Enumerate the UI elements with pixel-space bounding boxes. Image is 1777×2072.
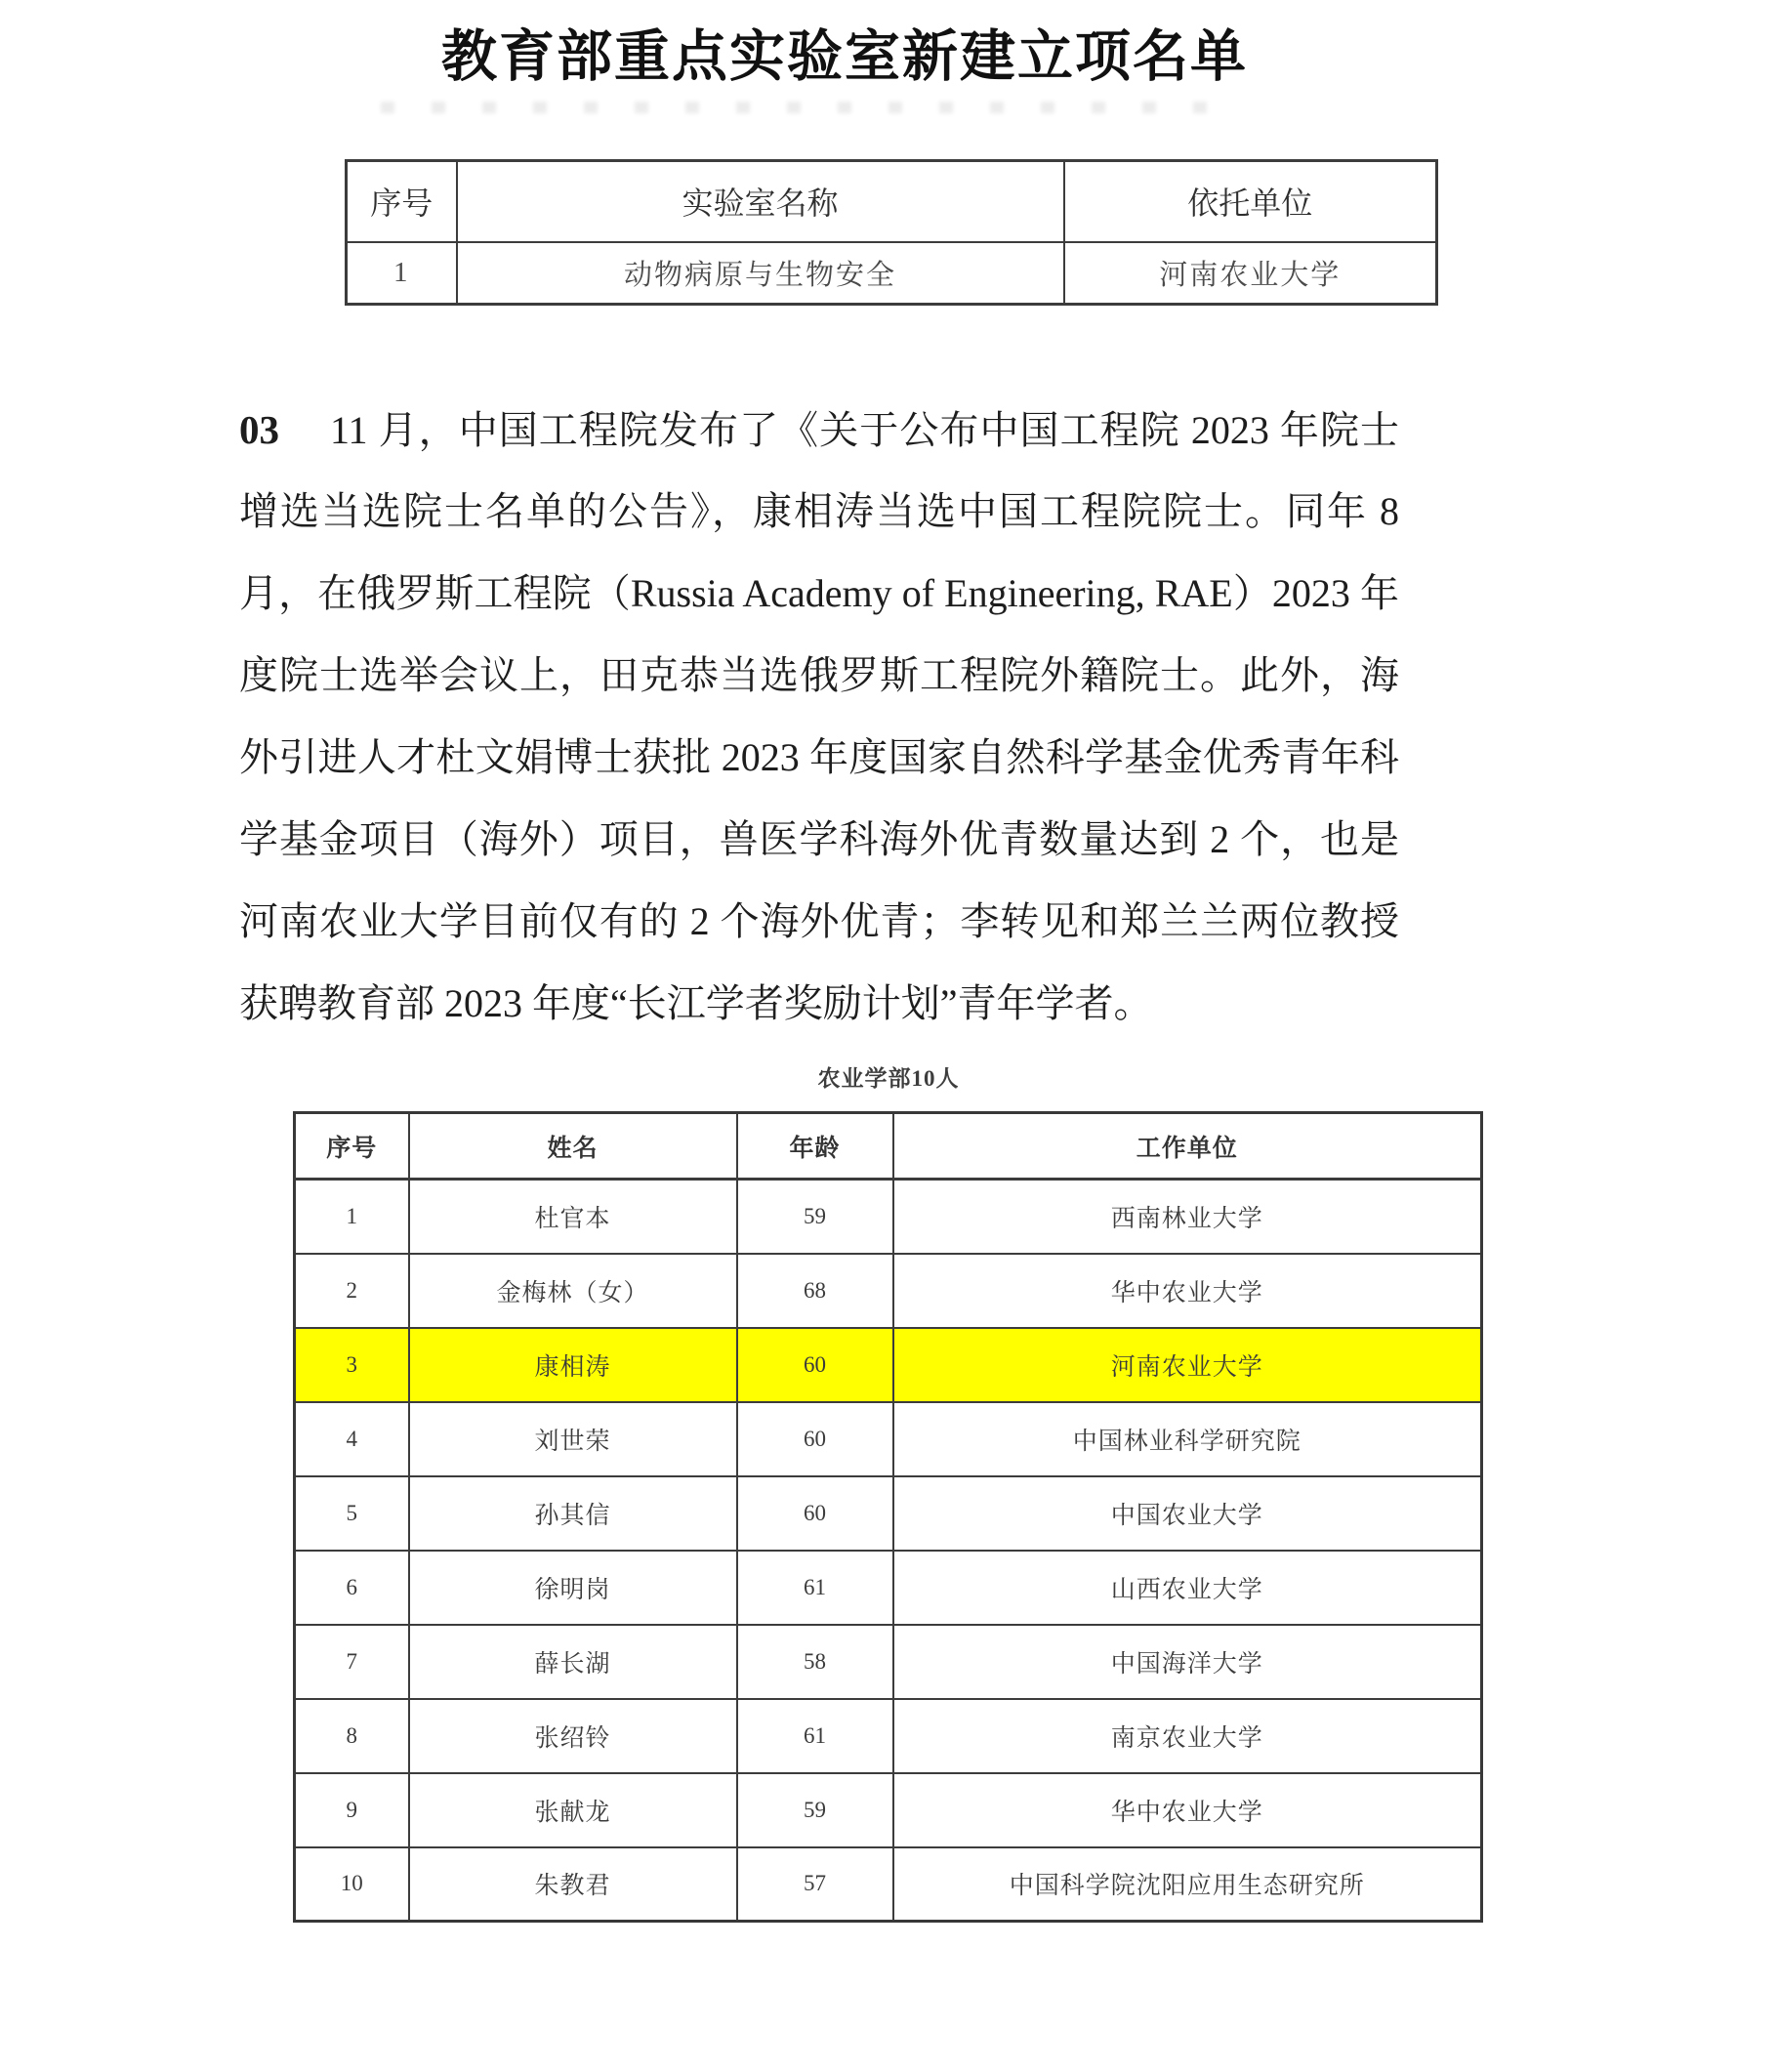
acad-header-no: 序号 [295,1113,409,1180]
cell-no: 5 [295,1476,409,1551]
cell-name: 刘世荣 [409,1402,737,1476]
cell-age: 58 [737,1625,893,1699]
cell-no: 10 [295,1847,409,1922]
paragraph-line: 学基金项目（海外）项目，兽医学科海外优青数量达到 2 个，也是 [239,817,1399,861]
paragraph-line-text: 11 月，中国工程院发布了《关于公布中国工程院 2023 年院士 [330,408,1399,452]
lab-table-header-row [347,161,1437,242]
cell-age: 60 [737,1476,893,1551]
cell-age: 59 [737,1773,893,1847]
cell-no: 3 [295,1328,409,1402]
academicians-table [293,1111,1483,1923]
table-row [295,1402,1482,1476]
cell-age: 57 [737,1847,893,1922]
page-title: 教育部重点实验室新建立项名单 [441,25,1248,88]
cell-name: 徐明岗 [409,1551,737,1625]
cell-age: 61 [737,1699,893,1773]
table-row [295,1254,1482,1328]
lab-header-org: 依托单位 [1064,161,1437,242]
lab-table [345,159,1438,306]
cell-name: 张献龙 [409,1773,737,1847]
lab-cell-no: 1 [347,242,457,305]
acad-header-age: 年龄 [737,1113,893,1180]
cell-no: 1 [295,1180,409,1254]
cell-age: 60 [737,1328,893,1402]
cell-no: 2 [295,1254,409,1328]
table-row [295,1180,1482,1254]
cell-org: 华中农业大学 [893,1254,1482,1328]
cell-no: 8 [295,1699,409,1773]
paragraph-line: 河南农业大学目前仅有的 2 个海外优青；李转见和郑兰兰两位教授 [239,899,1399,943]
cell-age: 61 [737,1551,893,1625]
intro-paragraph [239,389,1399,1045]
paragraph-line: 度院士选举会议上，田克恭当选俄罗斯工程院外籍院士。此外，海 [239,653,1399,697]
cell-name: 朱教君 [409,1847,737,1922]
paragraph-line [239,389,1399,471]
cell-no: 6 [295,1551,409,1625]
table-row [295,1625,1482,1699]
lab-header-no: 序号 [347,161,457,242]
cell-name: 康相涛 [409,1328,737,1402]
scan-artifact-smudge [381,102,1240,113]
table-row [295,1476,1482,1551]
cell-name: 杜官本 [409,1180,737,1254]
cell-no: 9 [295,1773,409,1847]
lab-header-name: 实验室名称 [457,161,1064,242]
cell-org: 南京农业大学 [893,1699,1482,1773]
lab-cell-name: 动物病原与生物安全 [457,242,1064,305]
cell-org: 中国农业大学 [893,1476,1482,1551]
cell-name: 孙其信 [409,1476,737,1551]
cell-no: 7 [295,1625,409,1699]
cell-org: 西南林业大学 [893,1180,1482,1254]
paragraph-line: 月，在俄罗斯工程院（Russia Academy of Engineering, RAE）2023 年 [239,571,1399,615]
lab-cell-org: 河南农业大学 [1064,242,1437,305]
table-caption: 农业学部10人 [817,1066,960,1091]
table-row [347,242,1437,305]
cell-name: 张绍铃 [409,1699,737,1773]
cell-org: 中国林业科学研究院 [893,1402,1482,1476]
cell-age: 59 [737,1180,893,1254]
table-row-highlighted [295,1328,1482,1402]
cell-org: 中国科学院沈阳应用生态研究所 [893,1847,1482,1922]
table-row [295,1699,1482,1773]
table-row [295,1847,1482,1922]
acad-header-name: 姓名 [409,1113,737,1180]
cell-org: 山西农业大学 [893,1551,1482,1625]
cell-org: 中国海洋大学 [893,1625,1482,1699]
paragraph-line: 外引进人才杜文娟博士获批 2023 年度国家自然科学基金优秀青年科 [239,735,1399,779]
academicians-header-row [295,1113,1482,1180]
paragraph-line: 获聘教育部 2023 年度“长江学者奖励计划”青年学者。 [239,981,1153,1025]
paragraph-line: 增选当选院士名单的公告》，康相涛当选中国工程院院士。同年 8 [239,489,1399,533]
acad-header-org: 工作单位 [893,1113,1482,1180]
table-row [295,1551,1482,1625]
table-row [295,1773,1482,1847]
cell-age: 68 [737,1254,893,1328]
cell-name: 薛长湖 [409,1625,737,1699]
cell-org: 华中农业大学 [893,1773,1482,1847]
cell-no: 4 [295,1402,409,1476]
cell-age: 60 [737,1402,893,1476]
cell-name: 金梅林（女） [409,1254,737,1328]
paragraph-number: 03 [239,407,279,452]
cell-org: 河南农业大学 [893,1328,1482,1402]
